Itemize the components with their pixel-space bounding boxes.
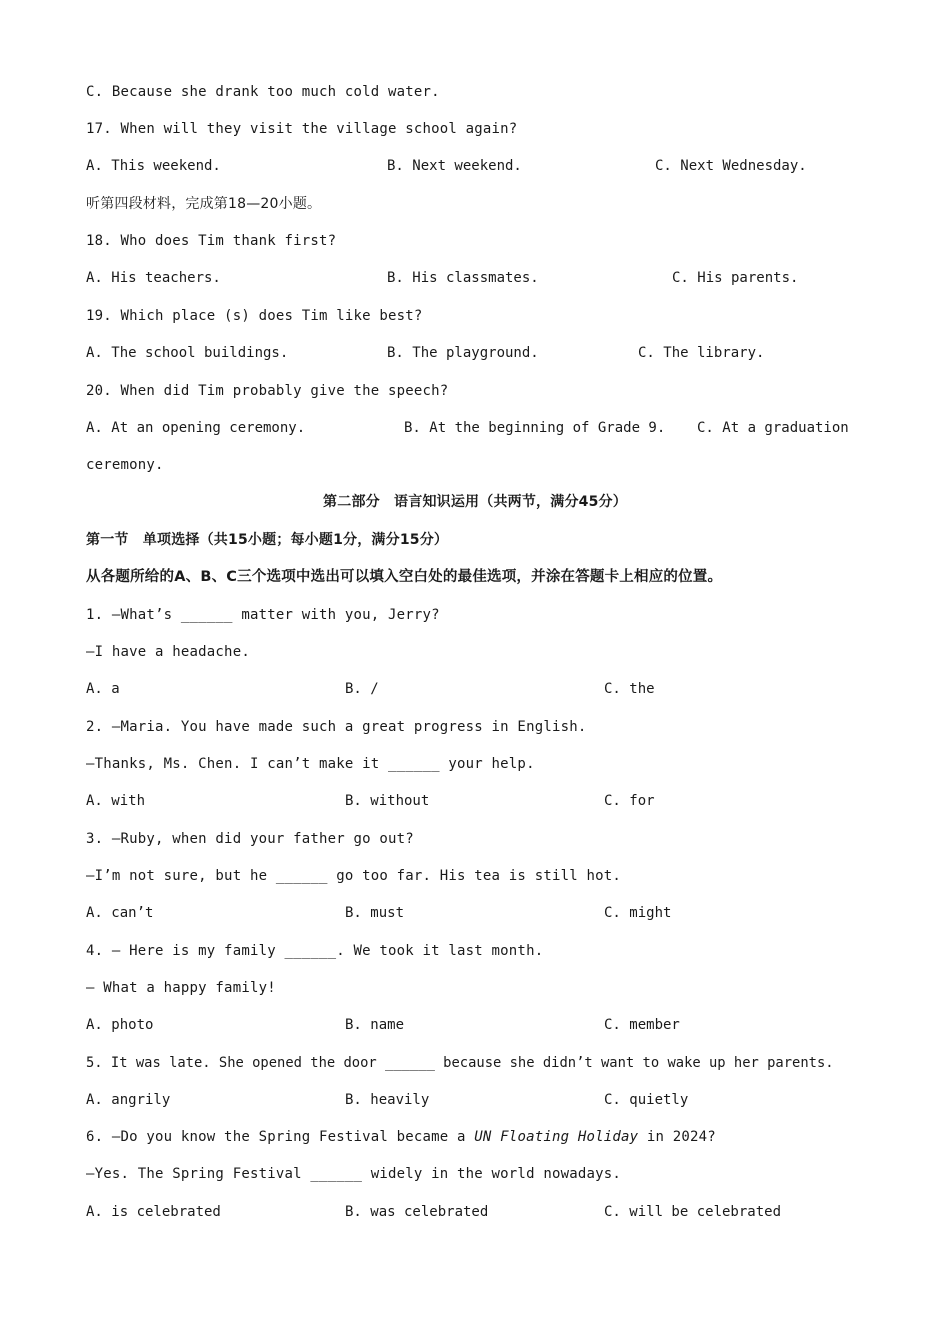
q6-stem-post: in 2024? xyxy=(638,1129,716,1145)
q18-option-c: C. His parents. xyxy=(672,270,799,286)
q1-option-a: A. a xyxy=(86,681,120,697)
q4-dialogue: — What a happy family! xyxy=(86,980,276,996)
q19-option-a: A. The school buildings. xyxy=(86,345,289,361)
q4-option-b: B. name xyxy=(345,1017,405,1033)
q6-stem xyxy=(86,1126,716,1148)
q20-option-a: A. At an opening ceremony. xyxy=(86,420,306,436)
q1-stem: 1. —What’s ______ matter with you, Jerry? xyxy=(86,607,440,623)
q2-option-c: C. for xyxy=(604,793,655,809)
q17-option-a: A. This weekend. xyxy=(86,158,221,174)
q3-stem: 3. —Ruby, when did your father go out? xyxy=(86,831,414,847)
q3-option-b: B. must xyxy=(345,905,405,921)
q1-option-c: C. the xyxy=(604,681,655,697)
q6-option-a: A. is celebrated xyxy=(86,1204,221,1220)
q19-stem: 19. Which place (s) does Tim like best? xyxy=(86,308,423,324)
q2-stem: 2. —Maria. You have made such a great progress in English. xyxy=(86,719,587,735)
part2-title: 第二部分 语言知识运用（共两节，满分45分） xyxy=(323,494,627,510)
q20-option-b: B. At the beginning of Grade 9. xyxy=(404,420,666,436)
q2-option-a: A. with xyxy=(86,793,146,809)
q5-option-b: B. heavily xyxy=(345,1092,430,1108)
q4-option-a: A. photo xyxy=(86,1017,154,1033)
q4-option-c: C. member xyxy=(604,1017,680,1033)
q18-option-b: B. His classmates. xyxy=(387,270,539,286)
q20-option-c: C. At a graduation xyxy=(697,420,849,436)
q18-stem: 18. Who does Tim thank first? xyxy=(86,233,337,249)
section1-title: 第一节 单项选择（共15小题；每小题1分，满分15分） xyxy=(86,532,449,548)
part4-instruction: 听第四段材料，完成第18—20小题。 xyxy=(86,196,322,212)
q5-option-c: C. quietly xyxy=(604,1092,689,1108)
q19-option-c: C. The library. xyxy=(638,345,765,361)
q17-option-c: C. Next Wednesday. xyxy=(655,158,807,174)
q5-option-a: A. angrily xyxy=(86,1092,171,1108)
q3-dialogue: —I’m not sure, but he ______ go too far. His tea is still hot. xyxy=(86,868,621,884)
q6-stem-italic: UN Floating Holiday xyxy=(474,1129,639,1145)
q6-option-b: B. was celebrated xyxy=(345,1204,489,1220)
q6-stem-pre: 6. —Do you know the Spring Festival became a xyxy=(86,1129,475,1145)
section1-instruction: 从各题所给的A、B、C三个选项中选出可以填入空白处的最佳选项，并涂在答题卡上相应的位置。 xyxy=(86,569,723,585)
q6-option-c: C. will be celebrated xyxy=(604,1204,782,1220)
q18-option-a: A. His teachers. xyxy=(86,270,221,286)
q2-option-b: B. without xyxy=(345,793,430,809)
q16-option-c: C. Because she drank too much cold water. xyxy=(86,84,440,100)
q2-dialogue: —Thanks, Ms. Chen. I can’t make it ______ your help. xyxy=(86,756,535,772)
q6-dialogue: —Yes. The Spring Festival ______ widely in the world nowadays. xyxy=(86,1166,621,1182)
q20-option-c-continued: ceremony. xyxy=(86,457,164,473)
q1-dialogue: —I have a headache. xyxy=(86,644,250,660)
q19-option-b: B. The playground. xyxy=(387,345,539,361)
q17-stem: 17. When will they visit the village school again? xyxy=(86,121,518,137)
q3-option-a: A. can’t xyxy=(86,905,154,921)
q5-stem: 5. It was late. She opened the door ______ because she didn’t want to wake up her parents. xyxy=(86,1055,834,1071)
q1-option-b: B. / xyxy=(345,681,379,697)
q20-stem: 20. When did Tim probably give the speech? xyxy=(86,383,449,399)
q3-option-c: C. might xyxy=(604,905,672,921)
q17-option-b: B. Next weekend. xyxy=(387,158,522,174)
q4-stem: 4. — Here is my family ______. We took it last month. xyxy=(86,943,544,959)
